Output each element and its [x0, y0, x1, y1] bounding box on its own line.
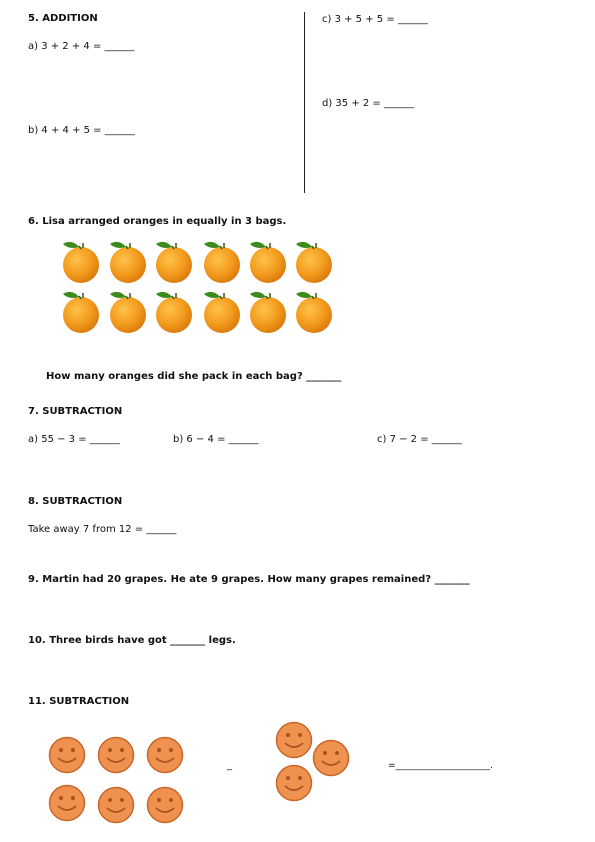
- smiley-icon-left: [97, 736, 135, 778]
- orange-icon: [106, 290, 150, 334]
- orange-icon: [106, 240, 150, 284]
- q11-minus-sign: _: [227, 760, 232, 771]
- q5-item-d: d) 35 + 2 = ______: [322, 98, 414, 109]
- smiley-icon-left: [97, 786, 135, 828]
- q6-heading: 6. Lisa arranged oranges in equally in 3 bags.: [28, 216, 287, 227]
- smiley-icon-left: [48, 736, 86, 778]
- q5-item-a: a) 3 + 2 + 4 = ______: [28, 41, 135, 52]
- orange-icon: [152, 290, 196, 334]
- orange-icon: [59, 240, 103, 284]
- q7-item-c: c) 7 − 2 = ______: [377, 434, 462, 445]
- orange-icon: [246, 290, 290, 334]
- q11-answer-blank: =_____________________.: [388, 761, 493, 771]
- smiley-icon-right: [275, 764, 313, 806]
- orange-icon: [200, 290, 244, 334]
- q5-item-b: b) 4 + 4 + 5 = ______: [28, 125, 135, 136]
- q7-item-b: b) 6 − 4 = ______: [173, 434, 259, 445]
- q8-text: Take away 7 from 12 = ______: [28, 524, 177, 535]
- q6-question: How many oranges did she pack in each bag? _______: [46, 371, 342, 382]
- q11-heading: 11. SUBTRACTION: [28, 696, 130, 707]
- q8-heading: 8. SUBTRACTION: [28, 496, 123, 507]
- orange-icon: [152, 240, 196, 284]
- smiley-icon-right: [312, 739, 350, 781]
- orange-icon: [246, 240, 290, 284]
- q10-text: 10. Three birds have got _______ legs.: [28, 635, 236, 646]
- q5-item-c: c) 3 + 5 + 5 = ______: [322, 14, 428, 25]
- q9-text: 9. Martin had 20 grapes. He ate 9 grapes. How many grapes remained? _______: [28, 574, 470, 585]
- q7-item-a: a) 55 − 3 = ______: [28, 434, 120, 445]
- smiley-icon-left: [146, 736, 184, 778]
- smiley-icon-left: [146, 786, 184, 828]
- q7-heading: 7. SUBTRACTION: [28, 406, 123, 417]
- orange-icon: [292, 290, 336, 334]
- q5-heading: 5. ADDITION: [28, 13, 98, 24]
- smiley-icon-left: [48, 784, 86, 826]
- column-divider: [304, 12, 305, 193]
- orange-icon: [200, 240, 244, 284]
- smiley-icon-right: [275, 721, 313, 763]
- orange-icon: [59, 290, 103, 334]
- orange-icon: [292, 240, 336, 284]
